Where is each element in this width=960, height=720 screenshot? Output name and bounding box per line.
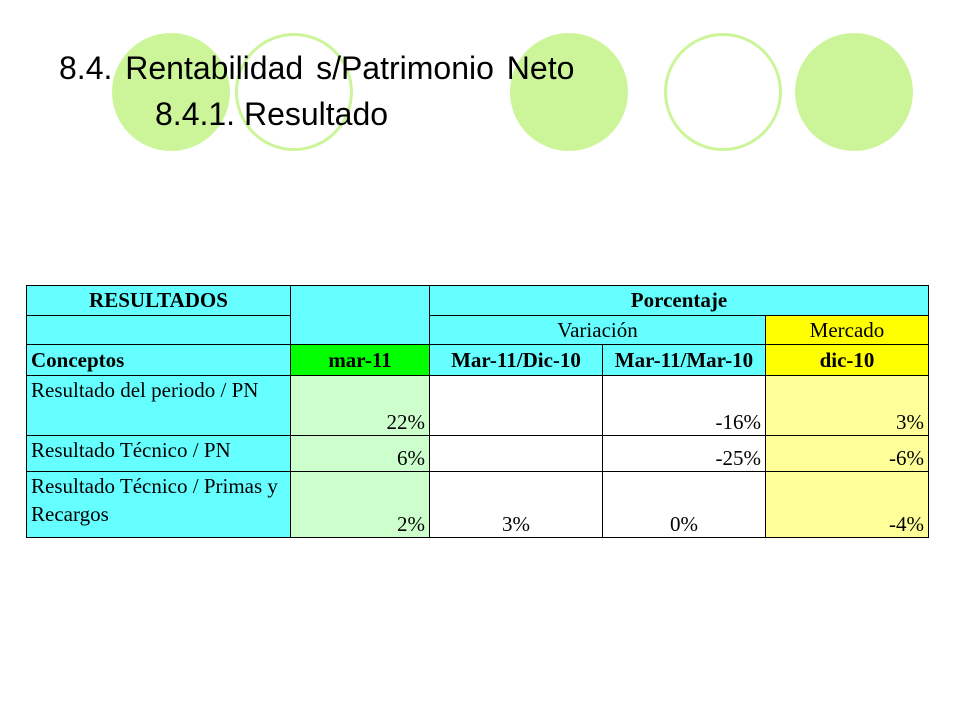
header-empty-cell bbox=[291, 286, 430, 345]
cell-dic10: -6% bbox=[766, 436, 929, 472]
cell-var-dic10 bbox=[430, 436, 603, 472]
header-mercado: Mercado bbox=[766, 316, 929, 345]
header-conceptos: Conceptos bbox=[27, 345, 291, 376]
cell-var-dic10 bbox=[430, 376, 603, 436]
col-header-var-mar10: Mar-11/Mar-10 bbox=[603, 345, 766, 376]
col-header-mar11: mar-11 bbox=[291, 345, 430, 376]
slide-subtitle: 8.4.1. Resultado bbox=[155, 96, 389, 132]
col-header-var-dic10: Mar-11/Dic-10 bbox=[430, 345, 603, 376]
header-resultados-blank bbox=[27, 316, 291, 345]
decor-ring-2 bbox=[664, 33, 782, 151]
slide-title: 8.4. Rentabilidad s/Patrimonio Neto bbox=[59, 50, 575, 86]
cell-mar11: 2% bbox=[291, 472, 430, 538]
table-row bbox=[27, 376, 929, 436]
header-porcentaje: Porcentaje bbox=[430, 286, 929, 316]
cell-var-mar10: -16% bbox=[603, 376, 766, 436]
cell-mar11: 22% bbox=[291, 376, 430, 436]
cell-dic10: 3% bbox=[766, 376, 929, 436]
cell-dic10: -4% bbox=[766, 472, 929, 538]
header-variacion: Variación bbox=[430, 316, 766, 345]
col-header-dic10: dic-10 bbox=[766, 345, 929, 376]
cell-var-mar10: -25% bbox=[603, 436, 766, 472]
row-concept: Resultado del periodo / PN bbox=[27, 376, 291, 436]
table-row bbox=[27, 472, 929, 538]
row-concept: Resultado Técnico / PN bbox=[27, 436, 291, 472]
results-table bbox=[26, 285, 929, 538]
decor-circle-3 bbox=[795, 33, 913, 151]
row-concept: Resultado Técnico / Primas y Recargos bbox=[31, 474, 278, 526]
row-concept-cell bbox=[27, 472, 291, 538]
table-row bbox=[27, 436, 929, 472]
header-resultados: RESULTADOS bbox=[27, 286, 291, 316]
cell-var-mar10: 0% bbox=[603, 472, 766, 538]
cell-mar11: 6% bbox=[291, 436, 430, 472]
cell-var-dic10: 3% bbox=[430, 472, 603, 538]
